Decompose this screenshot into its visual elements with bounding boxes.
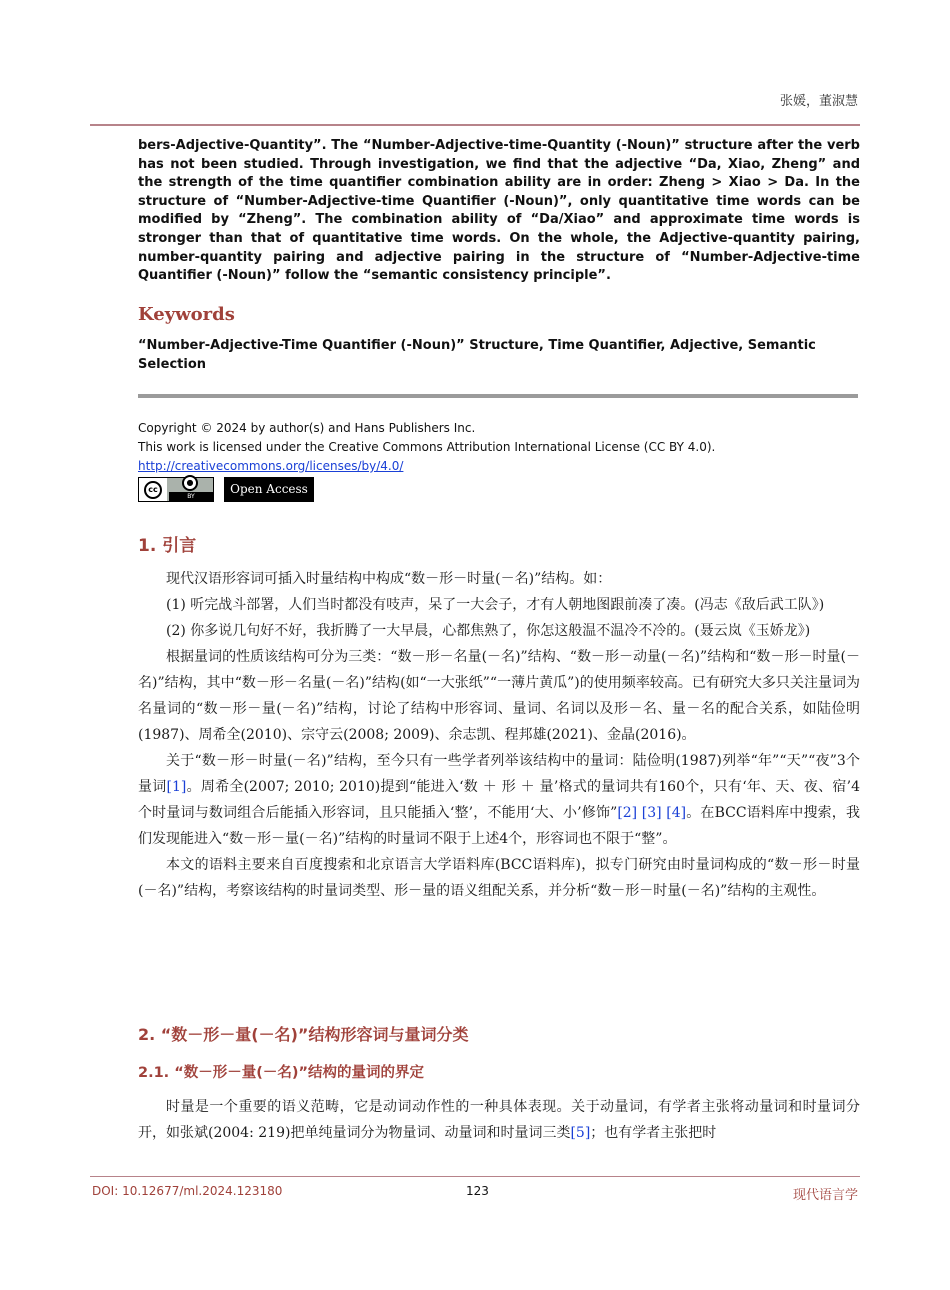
- paragraph-text: 关于“数－形－时量(－名)”结构，至今只有一些学者列举该结构中的量词：陆俭明(1987)列举“年”“天”“夜”3个量词: [138, 753, 860, 795]
- abstract-continuation: bers-Adjective-Quantity”. The “Number-Adjective-time-Quantity (-Noun)” structure after the verb has not been studied. Through investigation, we find that the adjective “Da, Xiao, Zheng” and the strength of the time quantifier combination ability are in order: Zheng > Xiao > Da. In the structure of “Number-Adjective-time Quantifier (-Noun)”, only quantitative time words can be modified by “Zheng”. The combination ability of “Da/Xiao” and approximate time words is stronger than that of quantitative time words. On the whole, the Adjective-quantity pairing, number-quantity pairing and adjective pairing in the structure of “Number-Adjective-time Quantifier (-Noun)” follow the “semantic consistency principle”.: [138, 138, 860, 284]
- citation-link[interactable]: [5]: [570, 1125, 591, 1141]
- license-line: This work is licensed under the Creative Commons Attribution International License (CC BY 4.0).: [138, 440, 716, 454]
- page-number: 123: [466, 1184, 489, 1198]
- paragraph-text: 时量是一个重要的语义范畴，它是动词动作性的一种具体表现。关于动量词，有学者主张将动量词和时量词分开，如张斌(2004: 219)把单纯量词分为物量词、动量词和时量词三类: [138, 1099, 860, 1141]
- section-2-1-body: [138, 1094, 860, 1146]
- cc-by-badge[interactable]: [138, 477, 214, 502]
- license-link[interactable]: http://creativecommons.org/licenses/by/4.0/: [138, 459, 404, 473]
- paragraph-text: 。周希全(2007; 2010; 2010)提到“能进入‘数 ＋ 形 ＋ 量’格式的量词共有160个，只有‘年、天、夜、宿’4个时量词与数词组合后能插入形容词，且只能插入‘整’，不能用‘大、小’修饰”: [138, 779, 861, 821]
- copyright-block: [138, 419, 858, 476]
- paragraph: 本文的语料主要来自百度搜索和北京语言大学语料库(BCC语料库)，拟专门研究由时量词构成的“数－形－时量(－名)”结构，考察该结构的时量词类型、形－量的语义组配关系，并分析“数－形－时量(－名)”结构的主观性。: [138, 857, 860, 899]
- example-2: (2) 你多说几句好不好，我折腾了一大早晨，心都焦熟了，你怎这般温不温冷不冷的。(聂云岚《玉娇龙》): [166, 623, 811, 639]
- example-1: (1) 听完战斗部署，人们当时都没有吱声，呆了一大会子，才有人朝地图跟前凑了凑。(冯志《敌后武工队》): [166, 597, 825, 613]
- section-divider: [138, 394, 858, 398]
- copyright-line: Copyright © 2024 by author(s) and Hans Publishers Inc.: [138, 421, 476, 435]
- header-rule: [90, 124, 860, 126]
- keywords-text: “Number-Adjective-Time Quantifier (-Noun)” Structure, Time Quantifier, Adjective, Semantic Selection: [138, 338, 816, 372]
- paragraph: 现代汉语形容词可插入时量结构中构成“数－形－时量(－名)”结构。如：: [166, 571, 612, 587]
- section-2-1-title: 2.1. “数－形－量(－名)”结构的量词的界定: [138, 1065, 425, 1081]
- footer-journal-name: 现代语言学: [792, 1188, 858, 1203]
- paragraph-text: 。在BCC语料库中搜索，我们发现能进入“数－形－量(－名)”结构的时量词不限于上述4个，形容词也不限于“整”。: [138, 805, 860, 847]
- keywords-heading: Keywords: [138, 304, 235, 325]
- section-1-title: 1. 引言: [138, 536, 197, 556]
- section-1-body: [138, 566, 860, 904]
- paragraph-text: ；也有学者主张把时: [590, 1125, 717, 1141]
- section-2-title: 2. “数－形－量(－名)”结构形容词与量词分类: [138, 1025, 469, 1044]
- cc-icon: cc: [144, 481, 162, 499]
- citation-link[interactable]: [2] [3] [4]: [617, 805, 687, 821]
- by-label: BY: [169, 492, 213, 501]
- footer-doi[interactable]: DOI: 10.12677/ml.2024.123180: [92, 1184, 283, 1198]
- running-head-authors: 张媛，董淑慧: [779, 94, 858, 109]
- paragraph: 根据量词的性质该结构可分为三类：“数－形－名量(－名)”结构、“数－形－动量(－名)”结构和“数－形－时量(－名)”结构，其中“数－形－名量(－名)”结构(如“一大张纸”“一薄片黄瓜”)的使用频率较高。已有研究大多只关注量词为名量词的“数－形－量(－名)”结构，讨论了结构中形容词、量词、名词以及形－名、量－名的配合关系，如陆俭明(1987)、周希全(2010)、宗守云(2008; 2009)、余志凯、程邦雄(2021)、金晶(2016)。: [138, 649, 860, 743]
- paragraph: [138, 1094, 860, 1146]
- open-access-badge: Open Access: [224, 477, 314, 502]
- paragraph: [138, 748, 860, 852]
- citation-link[interactable]: [1]: [166, 779, 187, 795]
- footer-rule: [90, 1176, 860, 1177]
- attribution-person-icon: ●: [182, 475, 198, 491]
